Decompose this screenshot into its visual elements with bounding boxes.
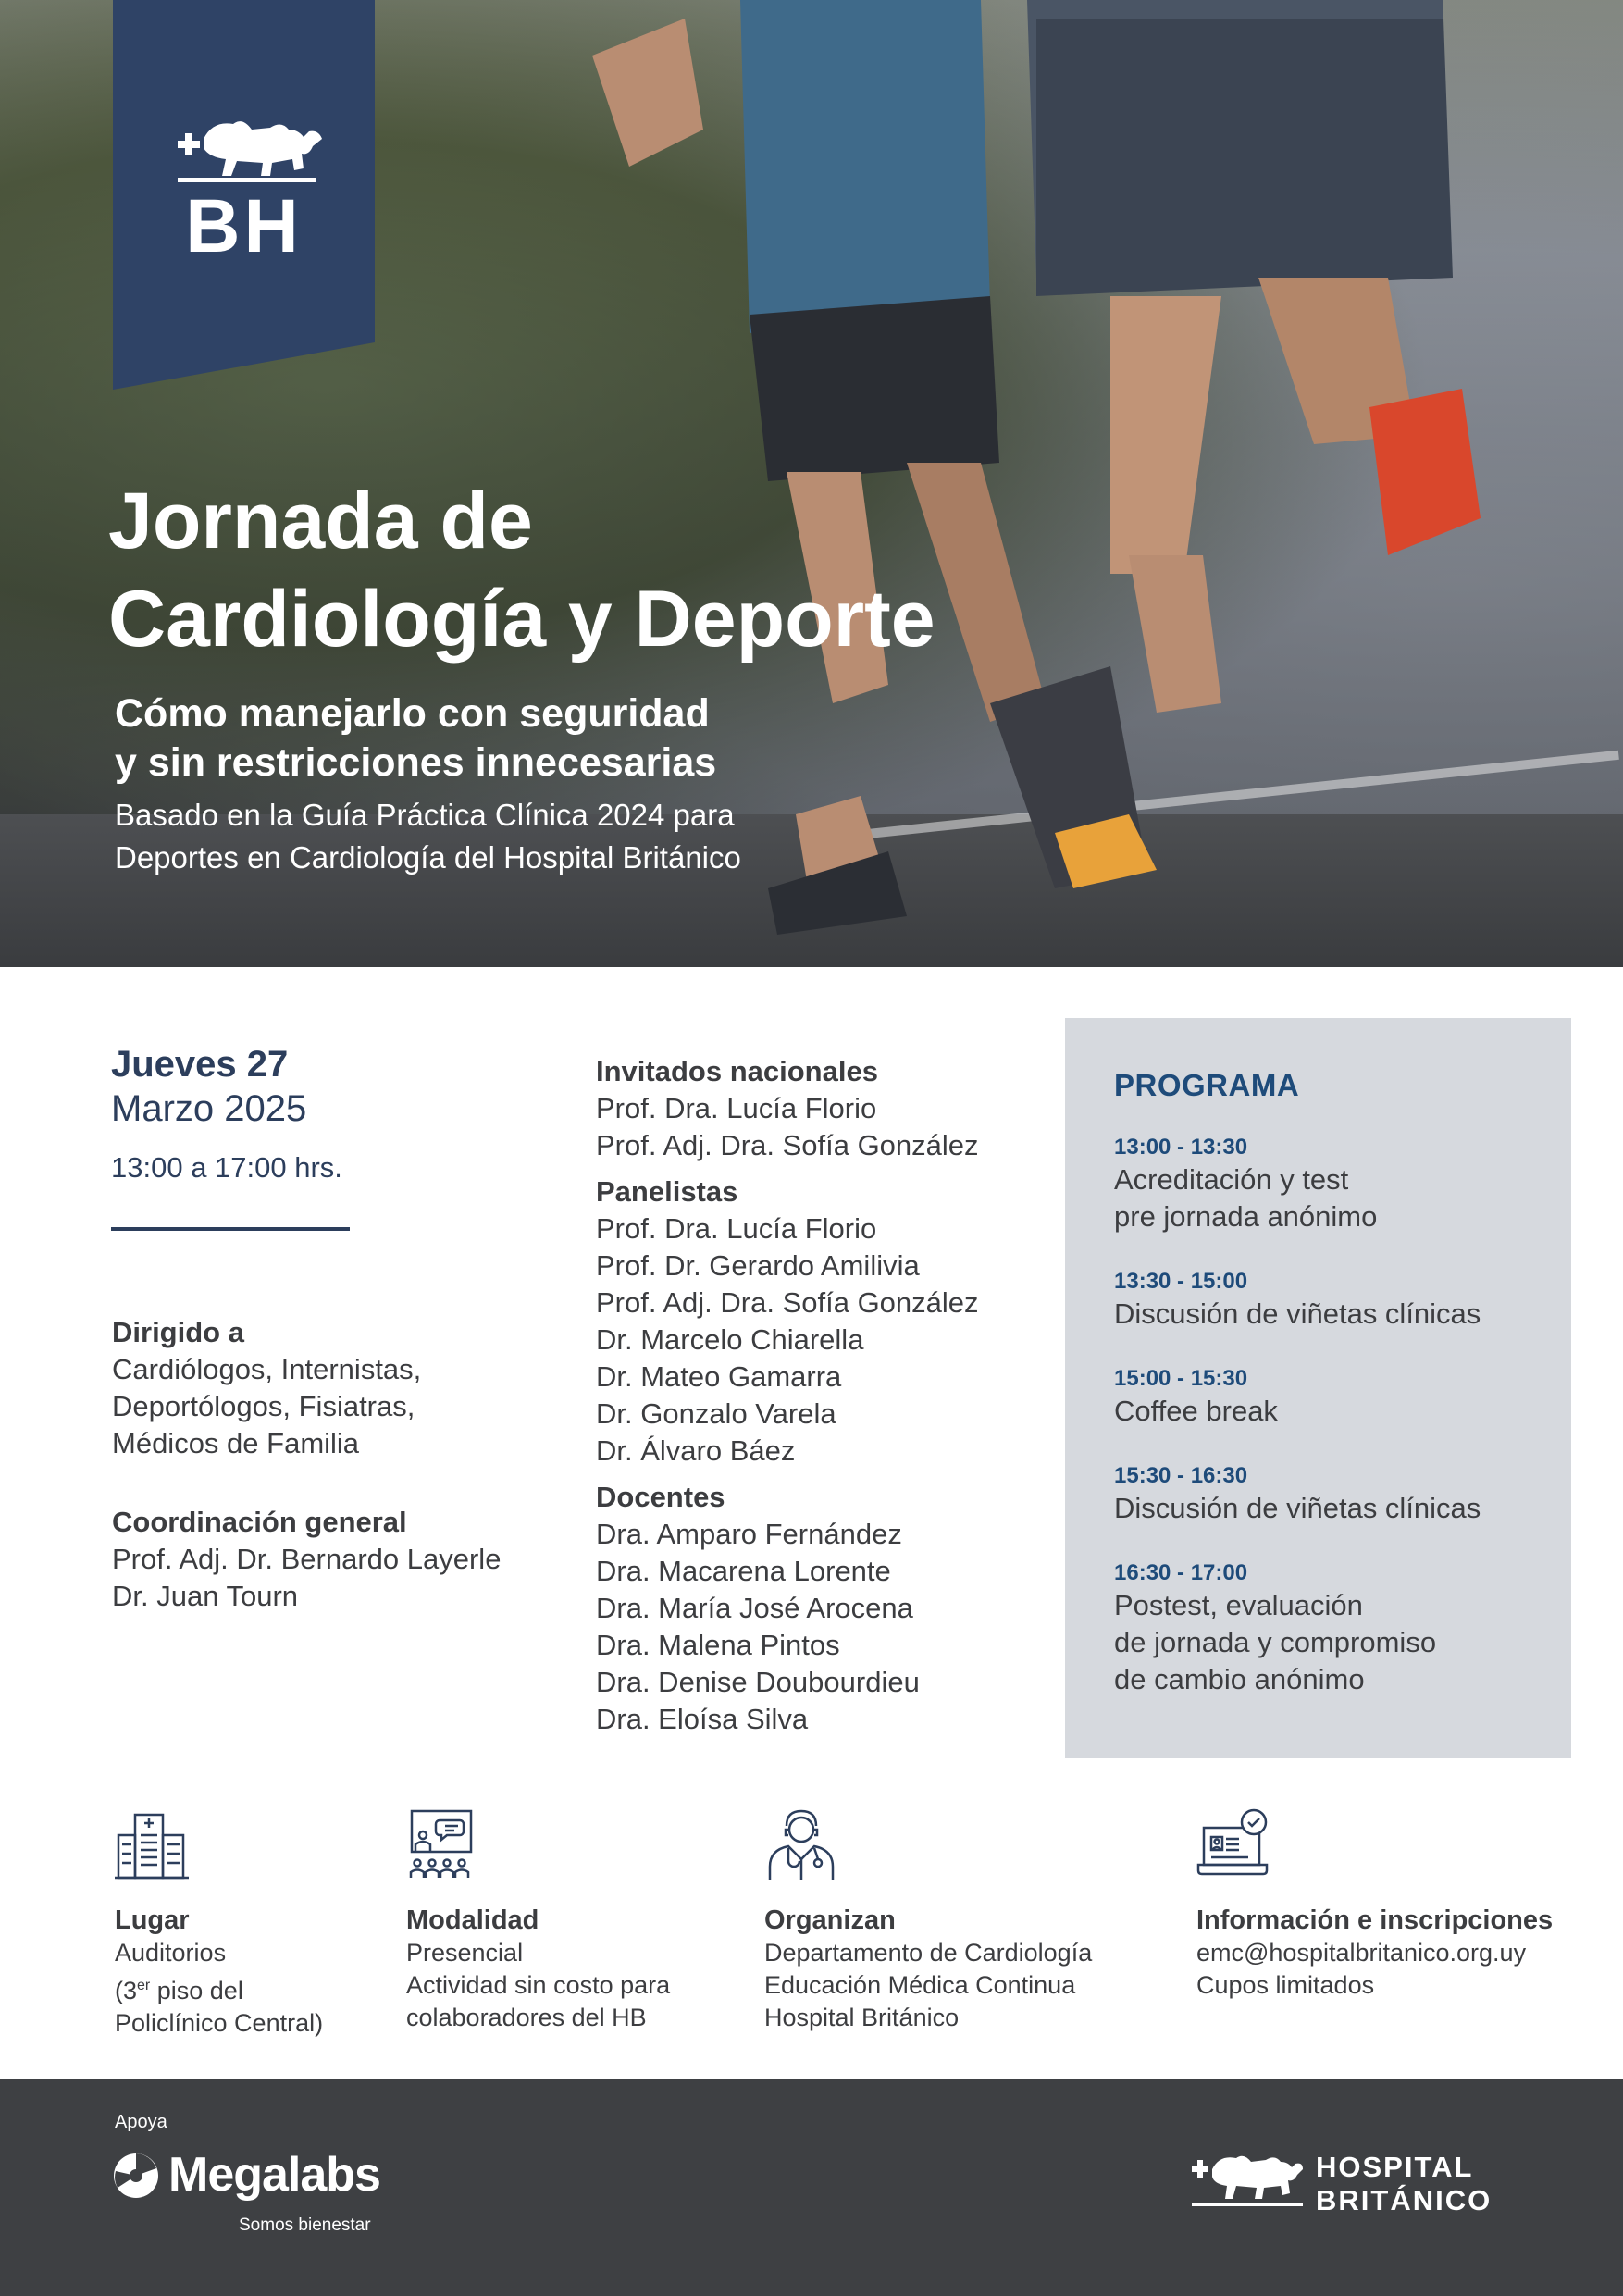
page-subtitle (115, 689, 1040, 788)
subtitle-line-2: y sin restricciones innecesarias (115, 740, 717, 785)
guest-name: Prof. Adj. Dra. Sofía González (596, 1129, 979, 1161)
title-line-2: Cardiología y Deporte (108, 575, 935, 664)
panelists-section (596, 1173, 1059, 1470)
coordination-heading: Coordinación general (112, 1506, 407, 1538)
modality-line: Actividad sin costo para (406, 1971, 671, 1999)
guide-line-1: Basado en la Guía Práctica Clínica 2024 para (115, 798, 735, 832)
panelist-name: Dr. Mateo Gamarra (596, 1360, 842, 1393)
organizers-info (764, 1807, 1171, 2034)
audience-line: Cardiólogos, Internistas, (112, 1353, 422, 1385)
program-desc: pre jornada anónimo (1114, 1200, 1378, 1233)
date-divider (111, 1227, 350, 1231)
hospital-wordmark (1316, 2151, 1492, 2217)
teacher-name: Dra. María José Arocena (596, 1592, 913, 1624)
sponsor-tagline: Somos bienestar (239, 2215, 371, 2235)
presentation-icon (406, 1807, 480, 1881)
program-desc: Discusión de viñetas clínicas (1114, 1297, 1481, 1330)
teachers-heading: Docentes (596, 1481, 725, 1513)
coordinator-name: Dr. Juan Tourn (112, 1580, 299, 1612)
program-item (1114, 1462, 1549, 1527)
sponsor-caption: Apoya (115, 2112, 167, 2132)
sponsor-name: Megalabs (168, 2148, 380, 2202)
program-item (1114, 1559, 1549, 1698)
program-time: 13:00 - 13:30 (1114, 1135, 1248, 1160)
panelist-name: Prof. Adj. Dra. Sofía González (596, 1286, 979, 1319)
venue-label: Lugar (115, 1905, 190, 1935)
teachers-section (596, 1479, 1059, 1738)
panelists-heading: Panelistas (596, 1175, 738, 1208)
speakers-column (596, 1053, 1059, 1747)
audience-section (112, 1314, 538, 1462)
program-time: 15:00 - 15:30 (1114, 1366, 1248, 1391)
guest-name: Prof. Dra. Lucía Florio (596, 1092, 877, 1124)
organizers-label: Organizan (764, 1905, 896, 1935)
registration-info (1196, 1807, 1604, 2002)
doctor-icon (764, 1807, 838, 1881)
modality-info (406, 1807, 739, 2034)
hospital-lion-icon (1192, 2149, 1303, 2214)
page-title (108, 472, 1126, 668)
venue-floor-text: piso del (150, 1977, 243, 2004)
program-desc: Postest, evaluación (1114, 1589, 1363, 1621)
program-time: 13:30 - 15:00 (1114, 1269, 1248, 1294)
hospital-wordmark-line-1: HOSPITAL (1316, 2151, 1474, 2183)
registration-email[interactable]: emc@hospitalbritanico.org.uy (1196, 1939, 1527, 1967)
registration-label: Información e inscripciones (1196, 1905, 1554, 1935)
national-guests-heading: Invitados nacionales (596, 1055, 878, 1087)
audience-line: Deportólogos, Fisiatras, (112, 1390, 415, 1422)
venue-floor-number: (3 (115, 1977, 138, 2004)
program-desc: Acreditación y test (1114, 1163, 1349, 1196)
organizer-line: Hospital Británico (764, 2004, 960, 2031)
organizer-line: Departamento de Cardiología (764, 1939, 1093, 1967)
panelist-name: Prof. Dra. Lucía Florio (596, 1212, 877, 1245)
audience-line: Médicos de Familia (112, 1427, 360, 1459)
title-line-1: Jornada de (108, 477, 533, 565)
audience-heading: Dirigido a (112, 1316, 244, 1348)
panelist-name: Dr. Álvaro Báez (596, 1434, 796, 1467)
venue-line (115, 1969, 374, 2007)
national-guests-section (596, 1053, 1059, 1164)
guide-reference (115, 794, 1040, 879)
panelist-name: Dr. Marcelo Chiarella (596, 1323, 864, 1356)
venue-line: Auditorios (115, 1939, 227, 1967)
footer (0, 2079, 1623, 2296)
program-time: 15:30 - 16:30 (1114, 1463, 1248, 1488)
program-title: PROGRAMA (1114, 1068, 1300, 1102)
program-panel (1065, 1018, 1571, 1758)
modality-label: Modalidad (406, 1905, 539, 1935)
registration-note: Cupos limitados (1196, 1971, 1375, 1999)
program-desc: de cambio anónimo (1114, 1663, 1365, 1695)
program-desc: Discusión de viñetas clínicas (1114, 1492, 1481, 1524)
subtitle-line-1: Cómo manejarlo con seguridad (115, 691, 710, 736)
program-item (1114, 1365, 1549, 1430)
organizer-line: Educación Médica Continua (764, 1971, 1076, 1999)
venue-floor-suffix: er (137, 1978, 151, 1993)
logo-monogram: BH (185, 184, 303, 268)
venue-info (115, 1807, 374, 2040)
guide-line-2: Deportes en Cardiología del Hospital Británico (115, 840, 741, 875)
teacher-name: Dra. Denise Doubourdieu (596, 1666, 920, 1698)
coordination-section (112, 1504, 556, 1615)
modality-line: colaboradores del HB (406, 2004, 647, 2031)
hero-banner (0, 0, 1623, 967)
hospital-wordmark-line-2: BRITÁNICO (1316, 2184, 1493, 2216)
laptop-check-icon (1196, 1807, 1270, 1881)
event-hours: 13:00 a 17:00 hrs. (111, 1151, 342, 1184)
program-item (1114, 1134, 1549, 1235)
program-desc: de jornada y compromiso (1114, 1626, 1437, 1658)
teacher-name: Dra. Eloísa Silva (596, 1703, 809, 1735)
megalabs-logo-icon (113, 2153, 159, 2199)
program-time: 16:30 - 17:00 (1114, 1560, 1248, 1585)
coordinator-name: Prof. Adj. Dr. Bernardo Layerle (112, 1543, 502, 1575)
venue-line: Policlínico Central) (115, 2009, 324, 2037)
building-icon (115, 1807, 189, 1881)
panelist-name: Dr. Gonzalo Varela (596, 1397, 836, 1430)
program-item (1114, 1268, 1549, 1333)
teacher-name: Dra. Macarena Lorente (596, 1555, 891, 1587)
event-month: Marzo 2025 (111, 1088, 307, 1129)
modality-line: Presencial (406, 1939, 524, 1967)
teacher-name: Dra. Malena Pintos (596, 1629, 840, 1661)
program-desc: Coffee break (1114, 1395, 1278, 1427)
event-day: Jueves 27 (111, 1044, 289, 1085)
panelist-name: Prof. Dr. Gerardo Amilivia (596, 1249, 920, 1282)
teacher-name: Dra. Amparo Fernández (596, 1518, 902, 1550)
